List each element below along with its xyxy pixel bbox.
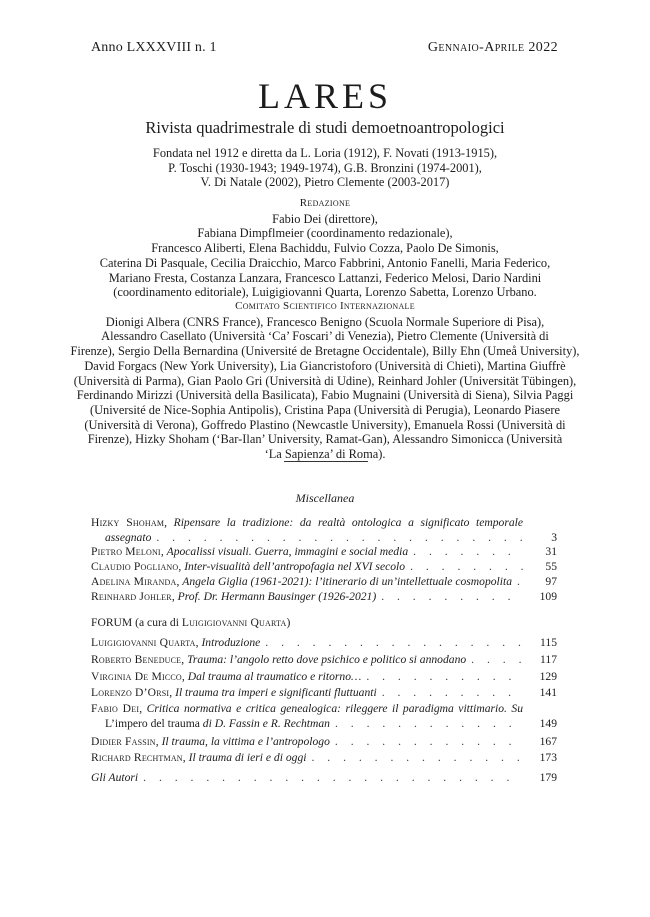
comitato-line: Firenze), Sergio Della Bernardina (Université de Bretagne Occidentale), Billy Ehn (Umeå University), bbox=[70, 344, 580, 359]
toc-author: Fabio Dei bbox=[91, 702, 140, 715]
toc-entry[interactable]: Adelina Miranda, Angela Giglia (1961-2021): l’itinerario di un’intellettuale cosmopolita . . . 97 bbox=[91, 575, 557, 590]
redazione-line: (coordinamento editoriale), Luigigiovanni Quarta, Lorenzo Sabetta, Lorenzo Urbano. bbox=[113, 285, 537, 300]
toc-author: Virginia De Micco bbox=[91, 670, 182, 683]
toc-page: 97 bbox=[545, 575, 557, 588]
toc-page: 31 bbox=[545, 545, 557, 558]
toc-page: 141 bbox=[539, 686, 557, 699]
toc-entry[interactable]: Pietro Meloni, Apocalissi visuali. Guerra, immagini e social media . . . 31 bbox=[91, 545, 557, 560]
founding-line: V. Di Natale (2002), Pietro Clemente (2003-2017) bbox=[200, 175, 450, 190]
leader-dots bbox=[376, 590, 523, 603]
toc-page: 179 bbox=[539, 771, 557, 784]
toc-entry[interactable]: Hizky Shoham, Ripensare la tradizione: da realtà ontologica a significato temporale assegnato . . . 3 bbox=[91, 516, 557, 546]
leader-dots bbox=[512, 575, 523, 588]
comitato-line: (Université de Nice-Sophia Antipolis), Cristina Papa (Università di Perugia), Leonardo Piasere bbox=[89, 402, 561, 417]
toc-author: Roberto Beneduce bbox=[91, 653, 182, 666]
leader-dots bbox=[405, 560, 523, 573]
forum-heading bbox=[91, 616, 557, 629]
comitato-line: David Forgacs (New York University), Lia Giancristoforo (Università di Chieti), Martina Giuffrè bbox=[84, 358, 566, 373]
section-heading-miscellanea: Miscellanea bbox=[295, 491, 355, 505]
comitato-line: Alessandro Casellato (Università ‘Ca’ Foscari’ di Venezia), Pietro Clemente (Università di bbox=[101, 329, 549, 344]
toc-title: Gli Autori bbox=[91, 771, 139, 784]
comitato-line: (Università di Parma), Gian Paolo Gri (Università di Udine), Reinhard Johler (Universität Tübingen), bbox=[73, 373, 577, 388]
comitato-heading: Comitato Scientifico Internazionale bbox=[235, 300, 415, 312]
leader-dots bbox=[361, 670, 523, 683]
toc-page: 3 bbox=[551, 531, 557, 544]
comitato-line: Firenze), Hizky Shoham (‘Bar-Ilan’ University, Ramat-Gan), Alessandro Simonicca (Università bbox=[87, 432, 563, 447]
comitato-line: (Università di Verona), Goffredo Plastino (Newcastle University), Emanuela Rossi (Università di bbox=[84, 417, 566, 432]
toc-entry[interactable]: Luigigiovanni Quarta, Introduzione . . . 115 bbox=[91, 636, 557, 651]
toc-title-continued: assegnato bbox=[105, 531, 152, 544]
toc-entry[interactable]: Reinhard Johler, Prof. Dr. Hermann Bausinger (1926-2021) . . . 109 bbox=[91, 590, 557, 605]
toc-title: Prof. Dr. Hermann Bausinger (1926-2021) bbox=[177, 590, 377, 603]
toc-title: Introduzione bbox=[201, 636, 261, 649]
toc-author: Didier Fassin bbox=[91, 735, 156, 748]
journal-subtitle: Rivista quadrimestrale di studi demoetnoantropologici bbox=[145, 118, 505, 137]
comitato-section bbox=[70, 299, 580, 462]
toc-title: Il trauma, la vittima e l’antropologo bbox=[161, 735, 330, 748]
toc-title: Il trauma di ieri e di oggi bbox=[188, 751, 307, 764]
issue-number: Anno LXXXVIII n. 1 bbox=[91, 40, 217, 55]
toc-title: Ripensare la tradizione: da realtà ontologica a significato temporale bbox=[173, 516, 523, 529]
redazione-section bbox=[60, 196, 590, 300]
toc-entry[interactable] bbox=[91, 771, 557, 786]
redazione-line: Fabiana Dimpflmeier (coordinamento redazionale), bbox=[197, 226, 453, 241]
toc-page: 109 bbox=[539, 590, 557, 603]
toc-title: Dal trauma al traumatico e ritorno… bbox=[187, 670, 362, 683]
toc-author: Adelina Miranda bbox=[91, 575, 177, 588]
toc-title-continued-authors: D. Fassin e R. Rechtman bbox=[214, 717, 330, 730]
toc-entry[interactable]: Claudio Pogliano, Inter-visualità dell’antropofagia nel XVI secolo . . . 55 bbox=[91, 560, 557, 575]
toc-page: 117 bbox=[540, 653, 557, 666]
toc-author: Richard Rechtman bbox=[91, 751, 183, 764]
toc-entry[interactable]: Richard Rechtman, Il trauma di ieri e di oggi . . . 173 bbox=[91, 751, 557, 766]
journal-title: LARES bbox=[257, 76, 392, 116]
toc-page: 55 bbox=[545, 560, 557, 573]
redazione-heading: Redazione bbox=[299, 197, 351, 209]
toc-title: Inter-visualità dell’antropofagia nel XVI secolo bbox=[184, 560, 406, 573]
redazione-line: Caterina Di Pasquale, Cecilia Draicchio, Marco Fabbrini, Antonio Fanelli, Maria Federico, bbox=[99, 255, 551, 270]
leader-dots bbox=[151, 531, 523, 544]
toc-page: 173 bbox=[539, 751, 557, 764]
leader-dots bbox=[330, 717, 523, 730]
forum-curator-prefix: (a cura di bbox=[135, 616, 179, 629]
toc-entry[interactable]: Roberto Beneduce, Trauma: l’angolo retto dove psichico e politico si annodano . . . 117 bbox=[91, 653, 557, 668]
redazione-line: Fabio Dei (direttore), bbox=[272, 211, 378, 226]
toc-entry[interactable]: Didier Fassin, Il trauma, la vittima e l’antropologo . . . 167 bbox=[91, 735, 557, 750]
founding-note bbox=[60, 146, 590, 190]
leader-dots bbox=[377, 686, 523, 699]
leader-dots bbox=[260, 636, 523, 649]
toc-page: 167 bbox=[539, 735, 557, 748]
redazione-line: Mariano Fresta, Costanza Lanzara, Francesco Lattanzi, Federico Melosi, Dario Nardini bbox=[108, 270, 542, 285]
toc-title: Apocalissi visuali. Guerra, immagini e social media bbox=[166, 545, 409, 558]
forum-curator: Luigigiovanni Quarta bbox=[181, 616, 287, 629]
toc-title: Angela Giglia (1961-2021): l’itinerario di un’intellettuale cosmopolita bbox=[182, 575, 512, 588]
redazione-line: Francesco Aliberti, Elena Bachiddu, Fulvio Cozza, Paolo De Simonis, bbox=[151, 241, 499, 256]
toc-author: Claudio Pogliano bbox=[91, 560, 179, 573]
toc-title-continued: L’impero del trauma bbox=[105, 717, 200, 730]
founding-line: Fondata nel 1912 e diretta da L. Loria (1912), F. Novati (1913-1915), bbox=[152, 146, 498, 160]
comitato-line: ‘La Sapienza’ di Roma). bbox=[264, 447, 386, 462]
toc-author: Reinhard Johler bbox=[91, 590, 172, 603]
comitato-line: Ferdinando Mirizzi (Università della Basilicata), Fabio Mugnaini (Università di Siena), Silvia Paggi bbox=[76, 388, 574, 403]
forum-curator-suffix: ) bbox=[286, 616, 291, 629]
leader-dots bbox=[466, 653, 523, 666]
comitato-line: Dionigi Albera (CNRS France), Francesco Benigno (Scuola Normale Superiore di Pisa), bbox=[105, 314, 545, 329]
toc-title-connector: di bbox=[199, 717, 215, 730]
toc-author: Lorenzo D’Orsi bbox=[91, 686, 170, 699]
leader-dots bbox=[306, 751, 523, 764]
toc-title: Trauma: l’angolo retto dove psichico e politico si annodano bbox=[187, 653, 467, 666]
toc-page: 149 bbox=[539, 717, 557, 730]
toc-title: Critica normativa e critica genealogica: rileggere il paradigma vittimario. Su bbox=[146, 702, 523, 715]
leader-dots bbox=[330, 735, 523, 748]
toc-entry[interactable]: Lorenzo D’Orsi, Il trauma tra imperi e significanti fluttuanti . . . 141 bbox=[91, 686, 557, 701]
section-divider bbox=[284, 461, 368, 462]
toc-author: Luigigiovanni Quarta bbox=[91, 636, 196, 649]
toc-page: 115 bbox=[540, 636, 557, 649]
toc-page: 129 bbox=[539, 670, 557, 683]
founding-line: P. Toschi (1930-1943; 1949-1974), G.B. Bronzini (1974-2001), bbox=[168, 160, 482, 175]
issue-period: Gennaio-Aprile 2022 bbox=[427, 40, 558, 55]
forum-label: FORUM bbox=[91, 616, 133, 629]
leader-dots bbox=[408, 545, 523, 558]
toc-author: Pietro Meloni bbox=[91, 545, 161, 558]
toc-entry[interactable]: Fabio Dei, Critica normativa e critica genealogica: rileggere il paradigma vittimario. Su L’impero del trauma di D. Fassin e R. Rechtman . . . 149 bbox=[91, 702, 557, 732]
leader-dots bbox=[138, 771, 523, 784]
toc-author: Hizky Shoham bbox=[91, 516, 165, 529]
toc-entry[interactable]: Virginia De Micco, Dal trauma al traumatico e ritorno… . . . 129 bbox=[91, 670, 557, 685]
toc-title: Il trauma tra imperi e significanti fluttuanti bbox=[175, 686, 377, 699]
